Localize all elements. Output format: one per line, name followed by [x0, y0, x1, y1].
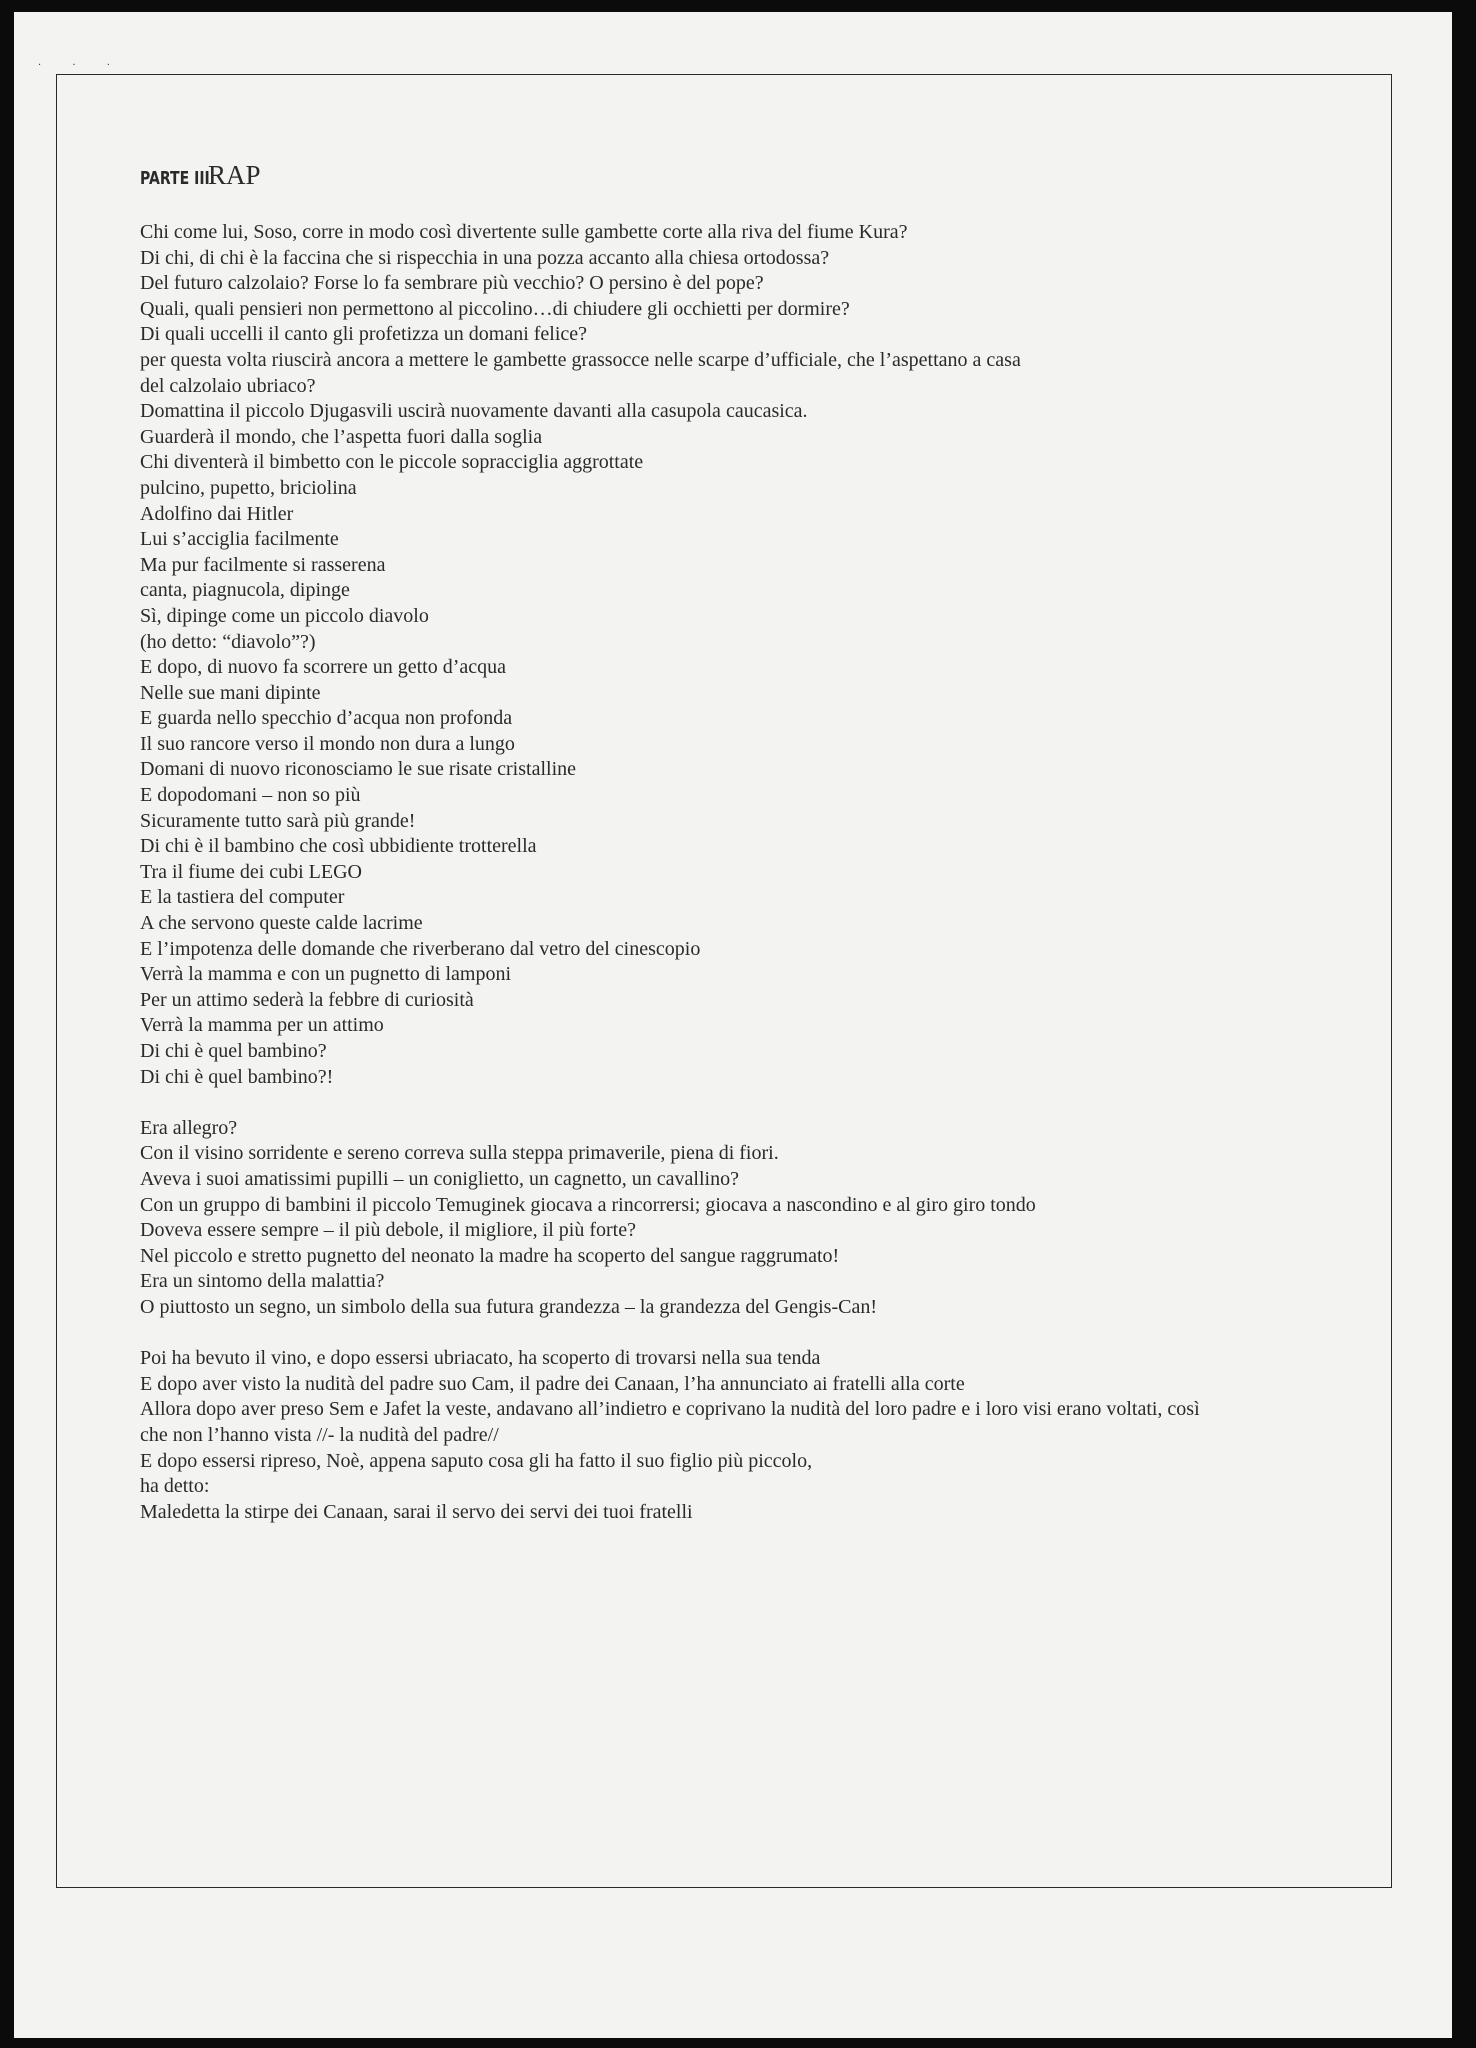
poem-line: Lui s’accigliа facilmente — [140, 528, 339, 551]
poem-line: Verrà la mamma e con un pugnetto di lamponi — [140, 963, 512, 986]
poem-line: O piuttosto un segno, un simbolo della sua futura grandezza – la grandezza del Gengis-Can! — [140, 1295, 878, 1318]
poem-line: Era un sintomo della malattia? — [140, 1270, 385, 1293]
paper-specks: · · · — [38, 60, 124, 71]
poem-line: Sì, dipinge come un piccolo diavolo — [140, 604, 429, 627]
poem-line: Di quali uccelli il canto gli profetizza un domani felice? — [140, 323, 588, 346]
poem-line: Era allegro? — [140, 1116, 238, 1139]
poem-line: Chi diventerà il bimbetto con le piccole sopracciglia aggrottate — [140, 451, 644, 474]
poem-line: Ma pur facilmente si rasserena — [140, 553, 386, 576]
poem-line: Nelle sue mani dipinte — [140, 681, 321, 704]
poem-line: Poi ha bevuto il vino, e dopo essersi ubriacato, ha scoperto di trovarsi nella sua tenda — [140, 1347, 821, 1370]
poem-line: Quali, quali pensieri non permettono al piccolino…di chiudere gli occhietti per dormire? — [140, 297, 850, 320]
poem-line: Con un gruppo di bambini il piccolo Temuginek giocava a rincorrersi; giocava a nascondino e al giro giro tondo — [140, 1193, 1036, 1216]
poem-line: canta, piagnucola, dipinge — [140, 579, 350, 602]
poem-line: per questa volta riuscirà ancora a mettere le gambette grassocce nelle scarpe d’ufficiale, che l’aspettano a casa — [140, 348, 1021, 371]
poem-line: Domattina il piccolo Djugasvili uscirà nuovamente davanti alla casupola caucasica. — [140, 400, 808, 423]
poem-line: E la tastiera del computer — [140, 886, 345, 909]
section-title: RAP — [208, 160, 261, 190]
poem-line: ha detto: — [140, 1475, 210, 1498]
poem-line: Verrà la mamma per un attimo — [140, 1014, 384, 1037]
poem-line: Di chi è quel bambino?! — [140, 1065, 334, 1088]
poem-line: Di chi, di chi è la faccina che si rispecchia in una pozza accanto alla chiesa ortodossa? — [140, 246, 830, 269]
document-body — [140, 160, 1340, 1525]
poem-line: Nel piccolo e stretto pugnetto del neonato la madre ha scoperto del sangue raggrumato! — [140, 1244, 840, 1267]
poem-line: Adolfino dai Hitler — [140, 502, 294, 525]
poem-line: Domani di nuovo riconosciamo le sue risate cristalline — [140, 758, 576, 781]
part-label: PARTE III — [140, 168, 210, 189]
poem-line: Per un attimo sederà la febbre di curiosità — [140, 988, 474, 1011]
poem-line: (ho detto: “diavolo”?) — [140, 630, 316, 653]
poem-line: E dopo aver visto la nudità del padre suo Cam, il padre dei Canaan, l’ha annunciato ai fratelli alla corte — [140, 1372, 965, 1395]
poem-line: Sicuramente tutto sarà più grande! — [140, 809, 416, 832]
section-heading — [140, 160, 1340, 200]
poem-line: Guarderà il mondo, che l’aspetta fuori dalla soglia — [140, 425, 543, 448]
poem-line: Con il visino sorridente e sereno correva sulla steppa primaverile, piena di fiori. — [140, 1142, 779, 1165]
poem-line: Di chi è il bambino che così ubbidiente trotterella — [140, 835, 537, 858]
poem-line: E l’impotenza delle domande che riverberano dal vetro del cinescopio — [140, 937, 701, 960]
poem-line: E dopo, di nuovo fa scorrere un getto d’acqua — [140, 656, 506, 679]
stanza — [140, 1346, 1340, 1525]
poem-line: Di chi è quel bambino? — [140, 1040, 327, 1062]
stanza — [140, 220, 1340, 1090]
poem-line: Doveva essere sempre – il più debole, il migliore, il più forte? — [140, 1219, 636, 1242]
stanza — [140, 1116, 1340, 1321]
poem-line: Aveva i suoi amatissimi pupilli – un coniglietto, un cagnetto, un cavallino? — [140, 1167, 739, 1190]
poem-line: Chi come lui, Soso, corre in modo così divertente sulle gambette corte alla riva del fiume Kura? — [140, 221, 908, 243]
poem-text — [140, 220, 1340, 1525]
poem-line: Tra il fiume dei cubi LEGO — [140, 860, 363, 883]
poem-line: E dopodomani – non so più — [140, 784, 361, 807]
poem-line: Il suo rancore verso il mondo non dura a lungo — [140, 732, 515, 755]
stanza-gap — [140, 1321, 1340, 1347]
poem-line: Del futuro calzolaio? Forse lo fa sembrare più vecchio? O persino è del pope? — [140, 272, 764, 295]
poem-line: Maledetta la stirpe dei Canaan, sarai il servo dei servi dei tuoi fratelli — [140, 1500, 693, 1523]
poem-line: Allora dopo aver preso Sem e Jafet la veste, andavano all’indietro e coprivano la nudità del loro padre e i loro visi erano voltati, così — [140, 1398, 1200, 1421]
poem-line: E dopo essersi ripreso, Noè, appena saputo cosa gli ha fatto il suo figlio più piccolo, — [140, 1449, 813, 1472]
poem-line: del calzolaio ubriaco? — [140, 374, 316, 397]
poem-line: pulcino, pupetto, briciolina — [140, 476, 357, 499]
poem-line: A che servono queste calde lacrime — [140, 912, 423, 935]
stanza-gap — [140, 1090, 1340, 1116]
poem-line: che non l’hanno vista //- la nudità del padre// — [140, 1423, 499, 1446]
poem-line: E guarda nello specchio d’acqua non profonda — [140, 707, 513, 730]
